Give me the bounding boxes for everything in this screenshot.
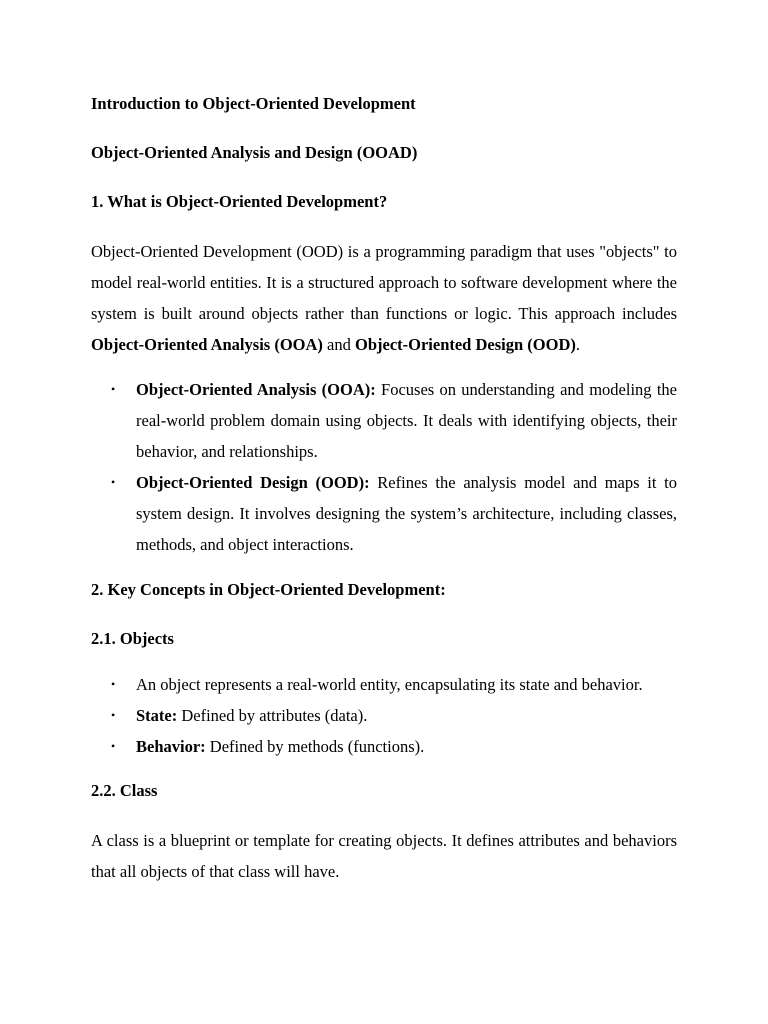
- list-item-term: Behavior:: [136, 737, 206, 756]
- objects-bullet-list: [91, 669, 677, 762]
- list-item-text: Refines the analysis model and maps it to system design. It involves designing the system’s architecture, including classes, methods, and object interactions.: [136, 473, 677, 554]
- bullet-icon: •: [111, 475, 116, 489]
- list-item: [91, 669, 677, 700]
- list-item: [91, 374, 677, 467]
- list-item-term: State:: [136, 706, 178, 725]
- list-item-text: Defined by attributes (data).: [177, 706, 368, 725]
- section-1-heading: 1. What is Object-Oriented Development?: [91, 192, 388, 211]
- list-item: [91, 700, 677, 731]
- list-item-term: Object-Oriented Design (OOD):: [136, 473, 370, 492]
- section-2-heading: 2. Key Concepts in Object-Oriented Development:: [91, 580, 446, 599]
- list-item-text: An object represents a real-world entity, encapsulating its state and behavior.: [136, 675, 643, 694]
- list-item: [91, 731, 677, 762]
- paragraph-bold-term: Object-Oriented Design (OOD): [354, 335, 576, 354]
- document-page: [91, 92, 677, 887]
- bullet-icon: •: [111, 739, 116, 753]
- list-item-text: Defined by methods (functions).: [205, 737, 425, 756]
- document-title: Introduction to Object-Oriented Development: [91, 94, 416, 113]
- paragraph-text: Object-Oriented Development (OOD) is a programming paradigm that uses "objects" to model real-world entities. It is a structured approach to software development where the system is built around objects rather than functions or logic. This approach includes: [91, 242, 677, 323]
- list-item-text: Focuses on understanding and modeling the real-world problem domain using objects. It deals with identifying objects, their behavior, and relationships.: [136, 380, 677, 461]
- bullet-icon: •: [111, 382, 116, 396]
- bullet-icon: •: [111, 677, 116, 691]
- list-item-term: Object-Oriented Analysis (OOA):: [136, 380, 376, 399]
- section-2-2-heading: 2.2. Class: [91, 781, 158, 800]
- document-subtitle: Object-Oriented Analysis and Design (OOAD): [91, 143, 418, 162]
- ooad-bullet-list: [91, 374, 677, 560]
- paragraph-text: .: [575, 335, 580, 354]
- bullet-icon: •: [111, 708, 116, 722]
- list-item: [91, 467, 677, 560]
- section-1-paragraph: [91, 236, 677, 360]
- section-2-2-paragraph: A class is a blueprint or template for creating objects. It defines attributes and behaviors that all objects of that class will have.: [91, 831, 677, 881]
- paragraph-text: and: [322, 335, 355, 354]
- section-2-1-heading: 2.1. Objects: [91, 629, 174, 648]
- paragraph-bold-term: Object-Oriented Analysis (OOA): [91, 335, 323, 354]
